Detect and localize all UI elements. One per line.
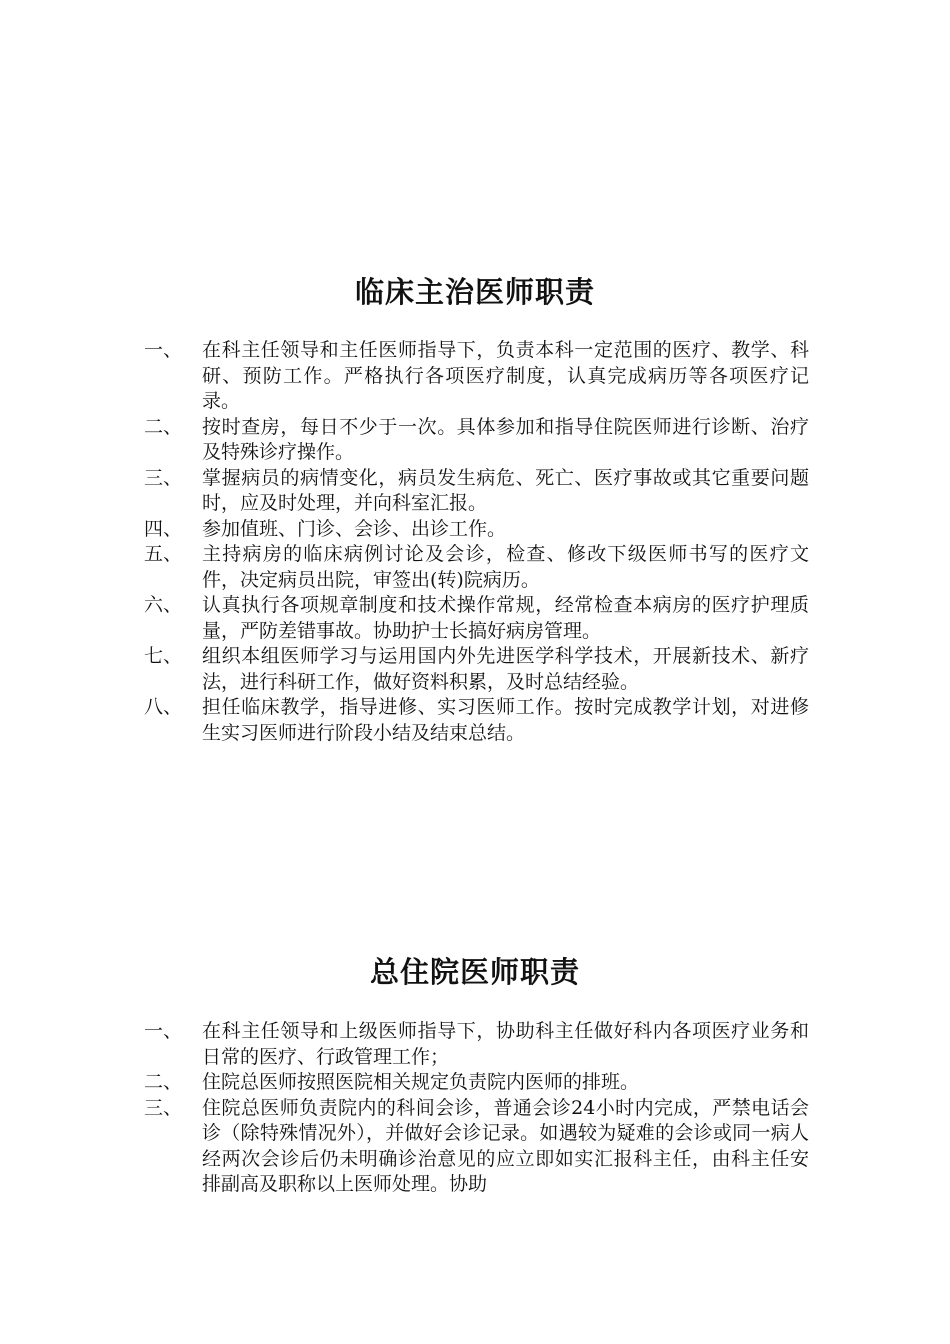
item-text: 住院总医师负责院内的科间会诊，普通会诊24小时内完成，严禁电话会诊（除特殊情况外），并做好会诊记录。如遇较为疑难的会诊或同一病人经两次会诊后仍未明确诊治意见的应立即如实汇报科主任，由科主任安排副高及职称以上医师处理。协助	[202, 1096, 809, 1195]
list-item	[144, 517, 809, 543]
section-attending-physician-duties	[0, 272, 950, 744]
list-item	[144, 338, 809, 415]
item-text: 在科主任领导和上级医师指导下，协助科主任做好科内各项医疗业务和日常的医疗、行政管理工作；	[202, 1020, 809, 1068]
item-text: 主持病房的临床病例讨论及会诊，检查、修改下级医师书写的医疗文件，决定病员出院，审签出(转)院病历。	[202, 543, 809, 591]
item-number: 七、	[144, 645, 183, 667]
section-title: 总住院医师职责	[369, 955, 580, 989]
item-text: 按时查房，每日不少于一次。具体参加和指导住院医师进行诊断、治疗及特殊诊疗操作。	[202, 415, 809, 463]
item-text: 担任临床教学，指导进修、实习医师工作。按时完成教学计划，对进修生实习医师进行阶段小结及结束总结。	[202, 696, 809, 744]
list-item	[144, 644, 809, 695]
item-number: 一、	[144, 339, 183, 361]
item-number: 五、	[144, 543, 183, 565]
list-item	[144, 593, 809, 644]
item-number: 六、	[144, 594, 183, 616]
duty-list	[144, 338, 809, 746]
item-number: 二、	[144, 415, 183, 438]
item-text: 在科主任领导和主任医师指导下，负责本科一定范围的医疗、教学、科研、预防工作。严格执行各项医疗制度，认真完成病历等各项医疗记录。	[202, 339, 809, 412]
list-item	[144, 466, 809, 517]
list-item	[144, 1070, 809, 1096]
item-text: 认真执行各项规章制度和技术操作常规，经常检查本病房的医疗护理质量，严防差错事故。协助护士长搞好病房管理。	[202, 594, 809, 642]
item-text: 住院总医师按照医院相关规定负责院内医师的排班。	[202, 1071, 640, 1093]
list-item	[144, 415, 809, 466]
list-item	[144, 695, 809, 746]
duty-list	[144, 1019, 809, 1198]
item-text: 参加值班、门诊、会诊、出诊工作。	[202, 517, 507, 540]
list-item	[144, 1019, 809, 1070]
item-number: 一、	[144, 1020, 183, 1042]
item-text: 掌握病员的病情变化，病员发生病危、死亡、医疗事故或其它重要问题时，应及时处理，并向科室汇报。	[202, 466, 809, 514]
item-number: 四、	[144, 517, 183, 540]
section-title: 临床主治医师职责	[354, 275, 595, 309]
list-item	[144, 1096, 809, 1198]
item-number: 八、	[144, 696, 183, 718]
item-text: 组织本组医师学习与运用国内外先进医学科学技术，开展新技术、新疗法，进行科研工作，做好资料积累，及时总结经验。	[202, 645, 809, 693]
item-number: 二、	[144, 1071, 183, 1093]
list-item	[144, 542, 809, 593]
item-number: 三、	[144, 1096, 183, 1119]
item-number: 三、	[144, 466, 183, 489]
section-chief-resident-duties	[0, 952, 950, 1195]
